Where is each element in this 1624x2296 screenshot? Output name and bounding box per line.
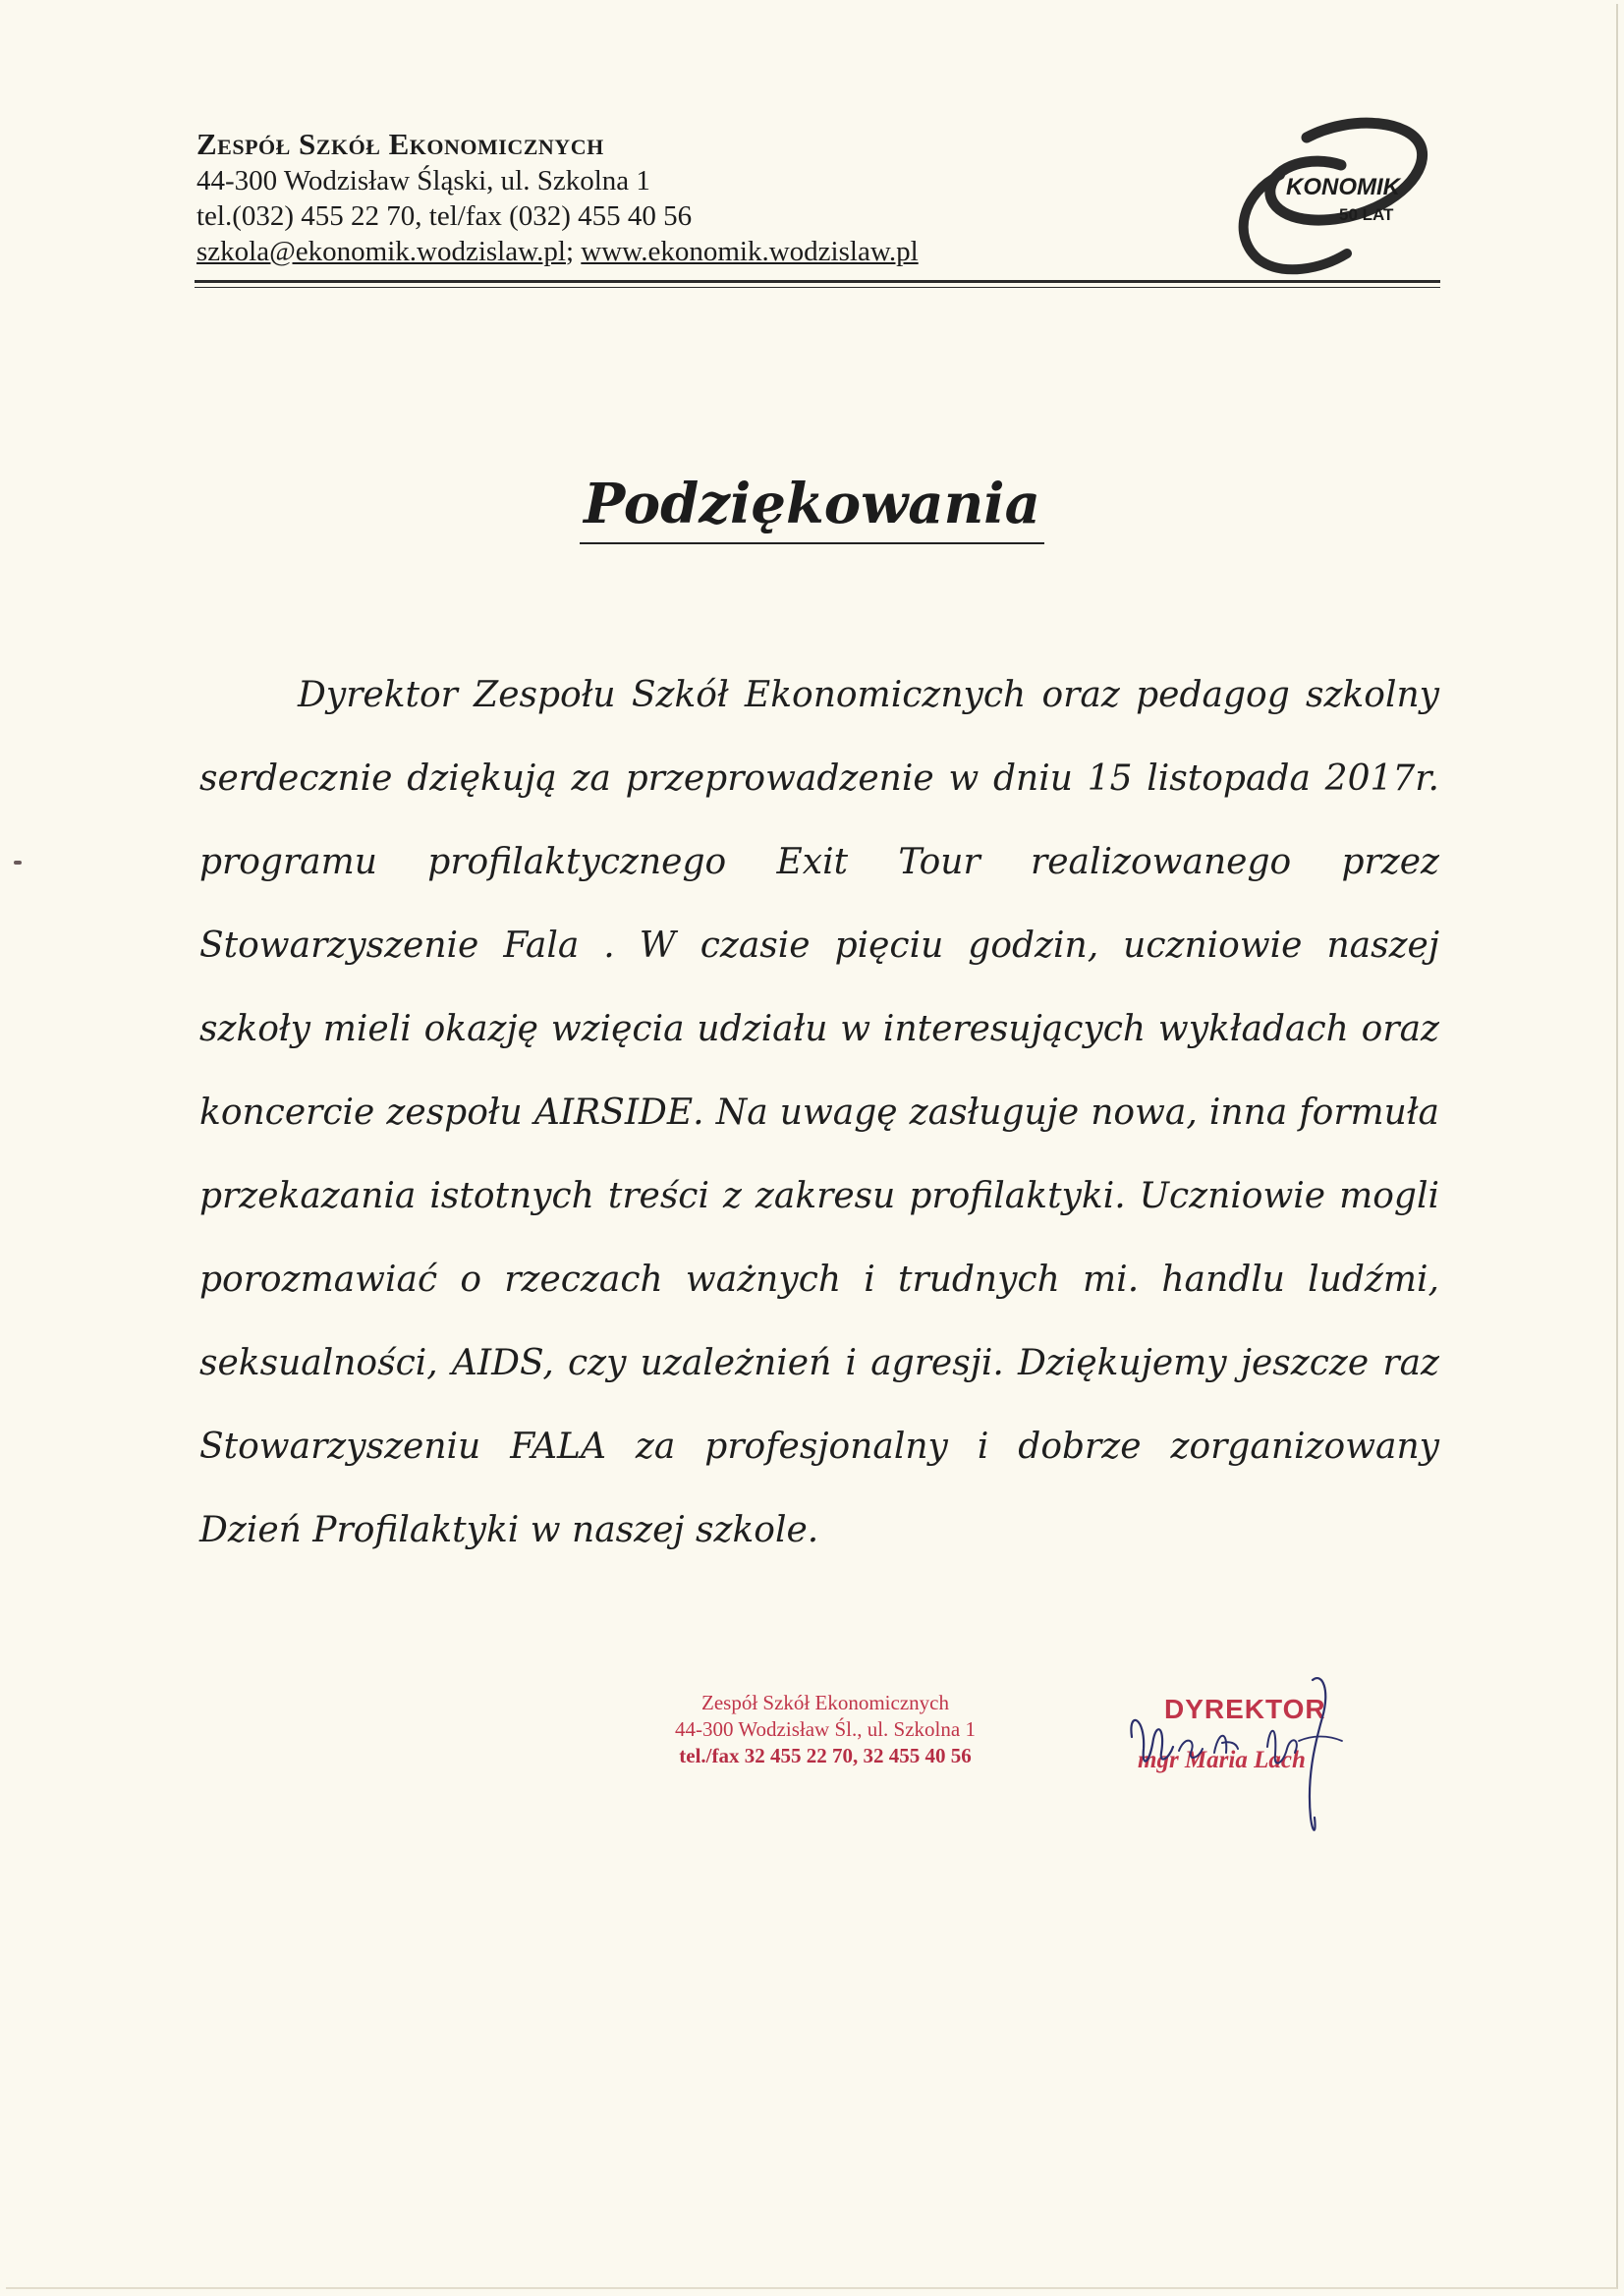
letter-title — [0, 470, 1624, 544]
email-link[interactable]: szkola@ekonomik.wodzislaw.pl — [196, 236, 566, 267]
signature-name: mgr Maria Lach — [1138, 1747, 1306, 1773]
signature-block — [1120, 1670, 1356, 1847]
stamp-line-phone: tel./fax 32 455 22 70, 32 455 40 56 — [679, 1744, 972, 1767]
school-phone: tel.(032) 455 22 70, tel/fax (032) 455 40 56 — [196, 200, 693, 232]
signature-title: DYREKTOR — [1164, 1694, 1326, 1724]
header-divider-thin — [195, 287, 1440, 288]
stamp-line-name: Zespół Szkół Ekonomicznych — [701, 1691, 949, 1714]
handwritten-signature-icon — [1120, 1670, 1356, 1847]
logo-anniversary: 50 LAT — [1339, 205, 1394, 224]
website-link[interactable]: www.ekonomik.wodzislaw.pl — [581, 236, 919, 267]
stamp-line-address: 44-300 Wodzisław Śl., ul. Szkolna 1 — [675, 1717, 976, 1741]
school-name: Zespół Szkół Ekonomicznych — [196, 127, 604, 161]
letter-title-text: Podziękowania — [580, 470, 1044, 544]
header-divider — [195, 280, 1440, 283]
school-stamp — [629, 1690, 1022, 1769]
letter-body: Dyrektor Zespołu Szkół Ekonomicznych oraz pedagog szkolny serdecznie dziękują za przeprowadzenie w dniu 15 listopada 2017r. programu profilaktycznego Exit Tour realizowanego przez Stowarzyszenie Fala . W czasie pięciu godzin, uczniowie naszej szkoły mieli okazję wzięcia udziału w interesujących wykładach oraz koncercie zespołu AIRSIDE. Na uwagę zasługuje nowa, inna formuła przekazania istotnych treści z zakresu profilaktyki. Uczniowie mogli porozmawiać o rzeczach ważnych i trudnych mi. handlu ludźmi, seksualności, AIDS, czy uzależnień i agresji. Dziękujemy jeszcze raz Stowarzyszeniu FALA za profesjonalny i dobrze zorganizowany Dzień Profilaktyki w naszej szkole. — [199, 675, 1439, 1550]
ekonomik-logo-icon — [1213, 116, 1439, 278]
scan-mark — [14, 861, 22, 865]
link-separator: ; — [565, 236, 575, 267]
school-address: 44-300 Wodzisław Śląski, ul. Szkolna 1 — [196, 165, 650, 196]
logo-brand: KONOMIK — [1286, 174, 1400, 200]
